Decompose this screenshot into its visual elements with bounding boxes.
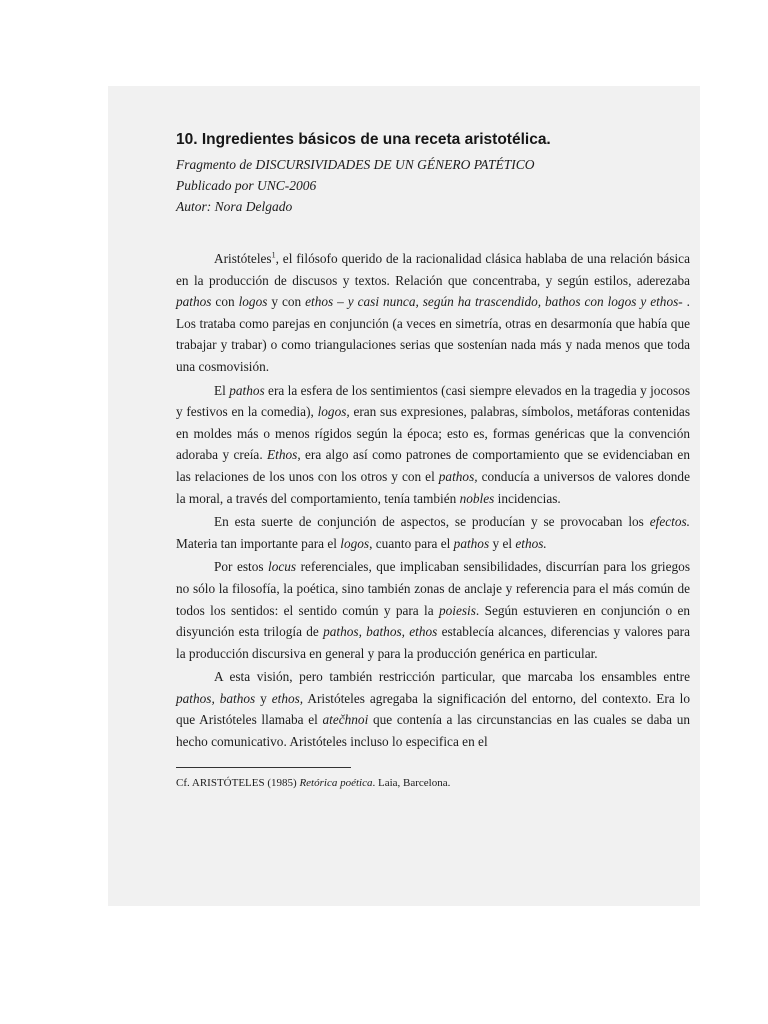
- italic-run: pathos: [453, 535, 490, 551]
- paragraph: [176, 511, 690, 554]
- text-run: que contenía a las circunstancias en las cuales se daba un hecho comunicativo. Aristóteles incluso lo especifica en el: [176, 712, 690, 750]
- text-run: y el: [489, 535, 516, 551]
- text-run: Materia tan importante para el: [176, 535, 341, 551]
- body-text: [176, 248, 690, 753]
- paragraph: [176, 666, 690, 752]
- text-run: –: [333, 294, 348, 310]
- document-meta: [176, 154, 690, 217]
- text-run: era la esfera de los sentimientos (casi siempre elevados en la tragedia y jocosos y festivos en la comedia),: [176, 382, 690, 420]
- document-title: 10. Ingredientes básicos de una receta aristotélica.: [176, 131, 551, 148]
- page-content: [176, 130, 690, 790]
- italic-run: logos: [238, 294, 268, 310]
- text-run: referenciales, que implicaban sensibilidades, discurrían para los griegos no sólo la filosofía, la poética, sino también zonas de anclaje y referencia para el más común de todos los sentidos: el sentido común y para la: [176, 559, 691, 618]
- paragraph: [176, 380, 690, 510]
- italic-run: pathos, bathos: [176, 690, 256, 706]
- text-run: conducía a universos de valores donde la moral, a través del comportamiento, tenía también: [176, 468, 690, 506]
- text-run: con: [211, 294, 239, 310]
- italic-run: locus: [268, 559, 297, 575]
- text-run: , el filósofo querido de la racionalidad clásica hablaba de una relación básica en la producción de discusos y textos. Relación que concentraba, y según estilos, aderezaba: [176, 251, 690, 288]
- text-run: , era algo así como patrones de comportamiento que se evidenciaban en las relaciones de los unos con los otros y con el: [176, 447, 690, 484]
- source-line: Fragmento de DISCURSIVIDADES DE UN GÉNERO PATÉTICO: [176, 157, 535, 172]
- italic-run: poiesis: [438, 602, 476, 618]
- italic-run: pathos,: [438, 468, 478, 484]
- italic-run: pathos, bathos, ethos: [323, 624, 438, 640]
- italic-run: pathos: [176, 294, 212, 310]
- italic-run: pathos: [229, 382, 265, 398]
- scanned-page: [108, 86, 700, 906]
- text-run: y con: [267, 294, 306, 310]
- italic-run: Ethos: [267, 447, 298, 463]
- text-run: Aristóteles agregaba la significación del entorno, del contexto. Era lo que Aristóteles llamaba el: [176, 690, 691, 728]
- italic-run: logos,: [317, 404, 350, 420]
- italic-run: atečhnoi: [322, 712, 369, 728]
- text-run: incidencias.: [494, 490, 561, 506]
- text-run: . Según estuvieren en conjunción o en disyunción esta trilogía de: [176, 602, 690, 640]
- text-run: A esta visión, pero también restricción particular, que marcaba los ensambles entre: [214, 669, 690, 685]
- italic-run: logos: [340, 535, 370, 551]
- italic-run: ethos,: [271, 690, 304, 706]
- text-run: y: [255, 690, 272, 706]
- text-run: Cf. ARISTÓTELES (1985): [176, 776, 300, 789]
- italic-run: ethos: [305, 294, 334, 310]
- text-run: . Laia, Barcelona.: [372, 776, 451, 789]
- footnote: [176, 776, 690, 790]
- italic-run: ethos.: [515, 535, 547, 551]
- text-run: eran sus expresiones, palabras, símbolos, metáforas contenidas en moldes más o menos rígidos según la época; esto es, formas genéricas que la convención adoraba y creía.: [176, 404, 691, 463]
- publisher-line: Publicado por UNC-2006: [176, 178, 317, 193]
- italic-run: nobles: [459, 490, 495, 506]
- footnote-marker: 1: [271, 250, 276, 260]
- text-run: Aristóteles: [214, 251, 272, 266]
- italic-run: Retórica poética: [299, 776, 373, 789]
- text-run: En esta suerte de conjunción de aspectos, se producían y se provocaban los: [214, 514, 650, 530]
- paragraph: [176, 248, 690, 378]
- paragraph: [176, 556, 690, 664]
- author-line: Autor: Nora Delgado: [176, 199, 293, 214]
- italic-run: y casi nunca, según ha trascendido, bathos con logos y ethos-: [347, 294, 683, 310]
- text-run: , cuanto para el: [369, 535, 454, 551]
- text-run: establecía alcances, diferencias y valores para la producción discursiva en general y para la producción genérica en particular.: [176, 624, 690, 661]
- text-run: . Los trataba como parejas en conjunción (a veces en simetría, otras en desarmonía que había que trabajar y trabar) o como triangulaciones serias que sostenían nada más y nada menos que toda una cosmovisión.: [176, 294, 690, 374]
- footnote-divider: [176, 767, 351, 768]
- text-run: El: [214, 382, 230, 398]
- text-run: Por estos: [214, 559, 269, 575]
- italic-run: efectos.: [649, 514, 690, 530]
